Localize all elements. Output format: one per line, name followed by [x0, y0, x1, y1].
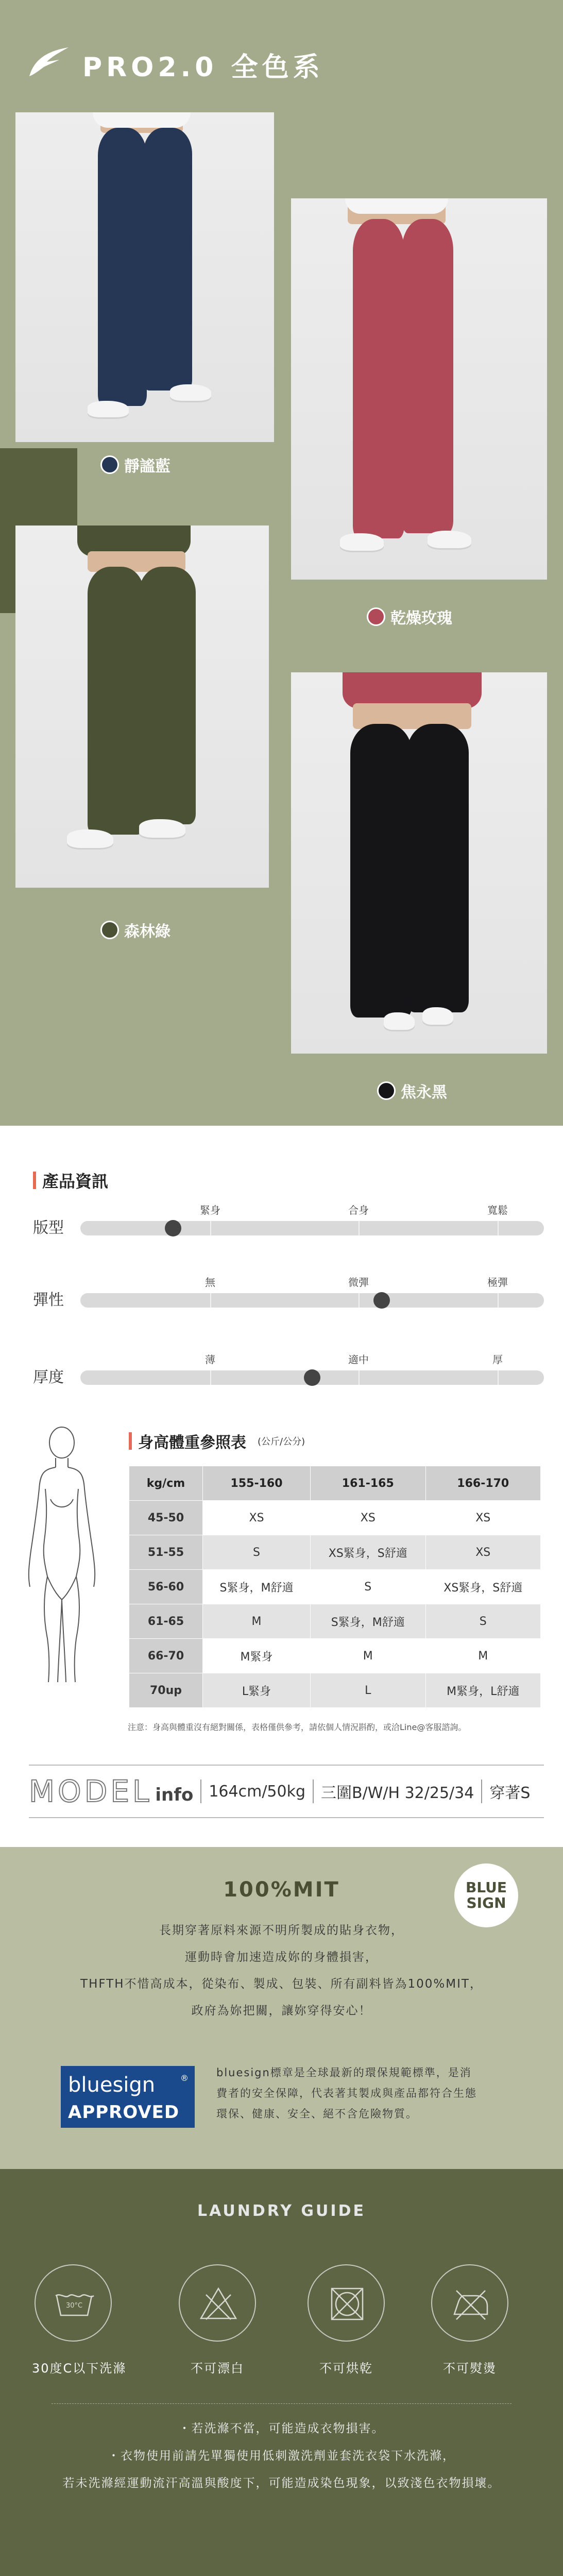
divider: [481, 1780, 482, 1803]
model-info-label: info: [155, 1785, 194, 1805]
scale-tick-label: 寬鬆: [487, 1204, 508, 1216]
care-item-dry: [305, 2264, 387, 2376]
scale-tick: [498, 1293, 499, 1308]
title-accent-bar: [129, 1432, 132, 1450]
mit-section: [0, 1847, 563, 2169]
scale-tick: [359, 1370, 360, 1385]
scale-tick-label: 微彈: [348, 1276, 369, 1289]
scale-label: 彈性: [33, 1291, 64, 1309]
divider: [52, 2403, 511, 2404]
weight-cell: 45-50: [129, 1501, 203, 1535]
weight-cell: 56-60: [129, 1570, 203, 1604]
size-chart-table: [129, 1466, 541, 1708]
color-name-navy: 靜謐藍: [124, 457, 170, 476]
color-name-green: 森林綠: [124, 923, 170, 941]
bluesign-text-line: 費者的安全保障，代表著其製成與產品都符合生態: [216, 2087, 477, 2099]
product-photo-green: [15, 526, 269, 888]
care-label: 30度C以下洗滌: [32, 2361, 127, 2376]
color-dot-black: [377, 1081, 396, 1100]
brand-logo-icon: [28, 46, 70, 77]
bluesign-text-line: bluesign標章是全球最新的環保規範標準，是消: [216, 2066, 472, 2079]
laundry-guide-section: [0, 2169, 563, 2576]
title-accent-bar: [33, 1172, 36, 1189]
scale-label: 厚度: [33, 1368, 64, 1386]
badge-line: SIGN: [466, 1894, 506, 1911]
size-chart-header-cell: kg/cm: [129, 1466, 203, 1501]
bluesign-description: [216, 2062, 515, 2124]
scale-row: [33, 1200, 543, 1242]
scale-tick-label: 緊身: [200, 1204, 220, 1216]
scale-row: [33, 1350, 543, 1391]
color-swatch-green[interactable]: [100, 919, 170, 941]
color-swatch-black[interactable]: [377, 1079, 447, 1102]
mit-text-line: 政府為妳把關，讓妳穿得安心！: [191, 2004, 372, 2018]
product-info-title: [33, 1168, 108, 1192]
table-row: [129, 1501, 541, 1535]
laundry-text-line: ・衣物使用前請先單獨使用低刺激洗劑並套洗衣袋下水洗滌，: [108, 2449, 455, 2463]
registered-mark: ®: [180, 2073, 189, 2083]
mit-title: 100%MIT: [223, 1878, 340, 1902]
product-photo-navy: [15, 112, 274, 442]
scale-track: [80, 1293, 544, 1308]
mit-text-line: THFTH不惜高成本，從染布、製成、包裝、所有副料皆為100%MIT，: [80, 1977, 483, 1991]
table-row: [129, 1535, 541, 1570]
size-cell: XS緊身，S舒適: [311, 1535, 425, 1570]
product-photo-rose: [291, 198, 547, 580]
laundry-text-line: ・若洗滌不當，可能造成衣物損害。: [178, 2422, 385, 2435]
size-cell: M: [311, 1639, 425, 1673]
weight-cell: 66-70: [129, 1639, 203, 1673]
size-chart-unit: (公斤/公分): [258, 1436, 305, 1447]
mit-text-line: 長期穿著原料來源不明所製成的貼身衣物，: [159, 1924, 404, 1937]
model-wearing-size: 穿著S: [489, 1784, 531, 1802]
size-cell: S: [203, 1535, 311, 1570]
bluesign-word: bluesign: [68, 2073, 156, 2097]
scale-tick-label: 厚: [492, 1353, 503, 1366]
size-cell: M緊身: [203, 1639, 311, 1673]
blue-sign-badge: [454, 1863, 518, 1927]
scale-tick: [359, 1221, 360, 1235]
scale-tick: [210, 1370, 211, 1385]
size-chart-header-row: [129, 1466, 541, 1501]
care-label: 不可烘乾: [319, 2361, 373, 2376]
scale-track: [80, 1221, 544, 1235]
size-chart-note: 注意：身高與體重沒有絕對關係，表格僅供參考，請依個人情況斟酌，或洽Line@客服諮詢。: [128, 1722, 467, 1732]
scale-label: 版型: [33, 1219, 64, 1237]
no-iron-icon: [431, 2264, 508, 2342]
scale-tick-label: 薄: [205, 1353, 215, 1366]
size-cell: M緊身，L舒適: [425, 1673, 540, 1708]
size-chart-header-cell: 161-165: [311, 1466, 425, 1501]
bluesign-approved-logo: [61, 2066, 195, 2128]
bluesign-approved: APPROVED: [68, 2102, 180, 2123]
size-cell: L: [311, 1673, 425, 1708]
size-cell: M: [425, 1639, 540, 1673]
model-word: MODEL: [29, 1774, 152, 1809]
size-cell: XS: [425, 1535, 540, 1570]
mit-text-line: 運動時會加速造成妳的身體損害，: [185, 1951, 378, 1964]
size-chart-title: [129, 1430, 305, 1452]
scale-tick: [498, 1221, 499, 1235]
table-row: [129, 1570, 541, 1604]
size-cell: S: [425, 1604, 540, 1639]
scale-tick-label: 極彈: [487, 1276, 508, 1289]
size-cell: XS: [425, 1501, 540, 1535]
weight-cell: 70up: [129, 1673, 203, 1708]
series-title: PRO2.0 全色系: [82, 52, 324, 83]
wash-temp-label: 30°C: [65, 2302, 83, 2310]
color-swatch-rose[interactable]: [367, 605, 452, 628]
scale-tick: [210, 1221, 211, 1235]
scale-indicator: [373, 1292, 390, 1309]
bluesign-text-line: 環保、健康、安全、絕不含危險物質。: [216, 2108, 418, 2120]
badge-line: BLUE: [465, 1879, 507, 1896]
size-chart-header-cell: 166-170: [425, 1466, 540, 1501]
divider: [200, 1780, 201, 1803]
model-measurements: 三圍B/W/H 32/25/34: [321, 1784, 474, 1802]
scale-tick: [210, 1293, 211, 1308]
wash-30c-icon: [35, 2264, 112, 2342]
no-tumble-dry-icon: [308, 2264, 385, 2342]
care-item-wash: [32, 2264, 127, 2376]
product-info-title-text: 產品資訊: [42, 1172, 109, 1191]
table-row: [129, 1673, 541, 1708]
size-cell: L緊身: [203, 1673, 311, 1708]
size-cell: S: [311, 1570, 425, 1604]
size-chart-title-text: 身高體重參照表: [138, 1434, 246, 1452]
scale-tick: [359, 1293, 360, 1308]
laundry-guide-title: LAUNDRY GUIDE: [197, 2202, 366, 2220]
model-info-row: [29, 1765, 544, 1818]
color-dot-navy: [100, 455, 119, 474]
weight-cell: 51-55: [129, 1535, 203, 1570]
size-cell: S緊身，M舒適: [203, 1570, 311, 1604]
care-label: 不可漂白: [191, 2361, 244, 2376]
model-height-weight: 164cm/50kg: [209, 1782, 306, 1801]
body-figure-icon: [21, 1422, 103, 1690]
no-bleach-icon: [179, 2264, 256, 2342]
scale-tick-label: 無: [205, 1276, 215, 1289]
size-cell: XS緊身，S舒適: [425, 1570, 540, 1604]
weight-cell: 61-65: [129, 1604, 203, 1639]
product-photo-black: [291, 672, 547, 1054]
table-row: [129, 1604, 541, 1639]
size-cell: M: [203, 1604, 311, 1639]
care-item-bleach: [176, 2264, 259, 2376]
scale-indicator: [165, 1220, 181, 1236]
color-name-black: 焦永黑: [401, 1083, 447, 1101]
size-chart-header-cell: 155-160: [203, 1466, 311, 1501]
color-variants-section: [0, 0, 563, 1126]
scale-tick-label: 適中: [348, 1353, 369, 1366]
color-dot-rose: [367, 607, 385, 626]
care-item-iron: [429, 2264, 511, 2376]
laundry-text-line: 若未洗滌經運動流汗高溫與酸度下，可能造成染色現象，以致淺色衣物損壞。: [62, 2477, 501, 2490]
size-cell: XS: [203, 1501, 311, 1535]
color-swatch-navy[interactable]: [100, 453, 170, 476]
care-label: 不可熨燙: [443, 2361, 497, 2376]
table-row: [129, 1639, 541, 1673]
color-dot-green: [100, 921, 119, 939]
scale-tick: [498, 1370, 499, 1385]
size-cell: S緊身，M舒適: [311, 1604, 425, 1639]
scale-indicator: [304, 1369, 320, 1386]
scale-tick-label: 合身: [348, 1204, 369, 1216]
size-cell: XS: [311, 1501, 425, 1535]
scale-row: [33, 1273, 543, 1314]
divider: [313, 1780, 314, 1803]
color-name-rose: 乾燥玫瑰: [390, 609, 452, 628]
